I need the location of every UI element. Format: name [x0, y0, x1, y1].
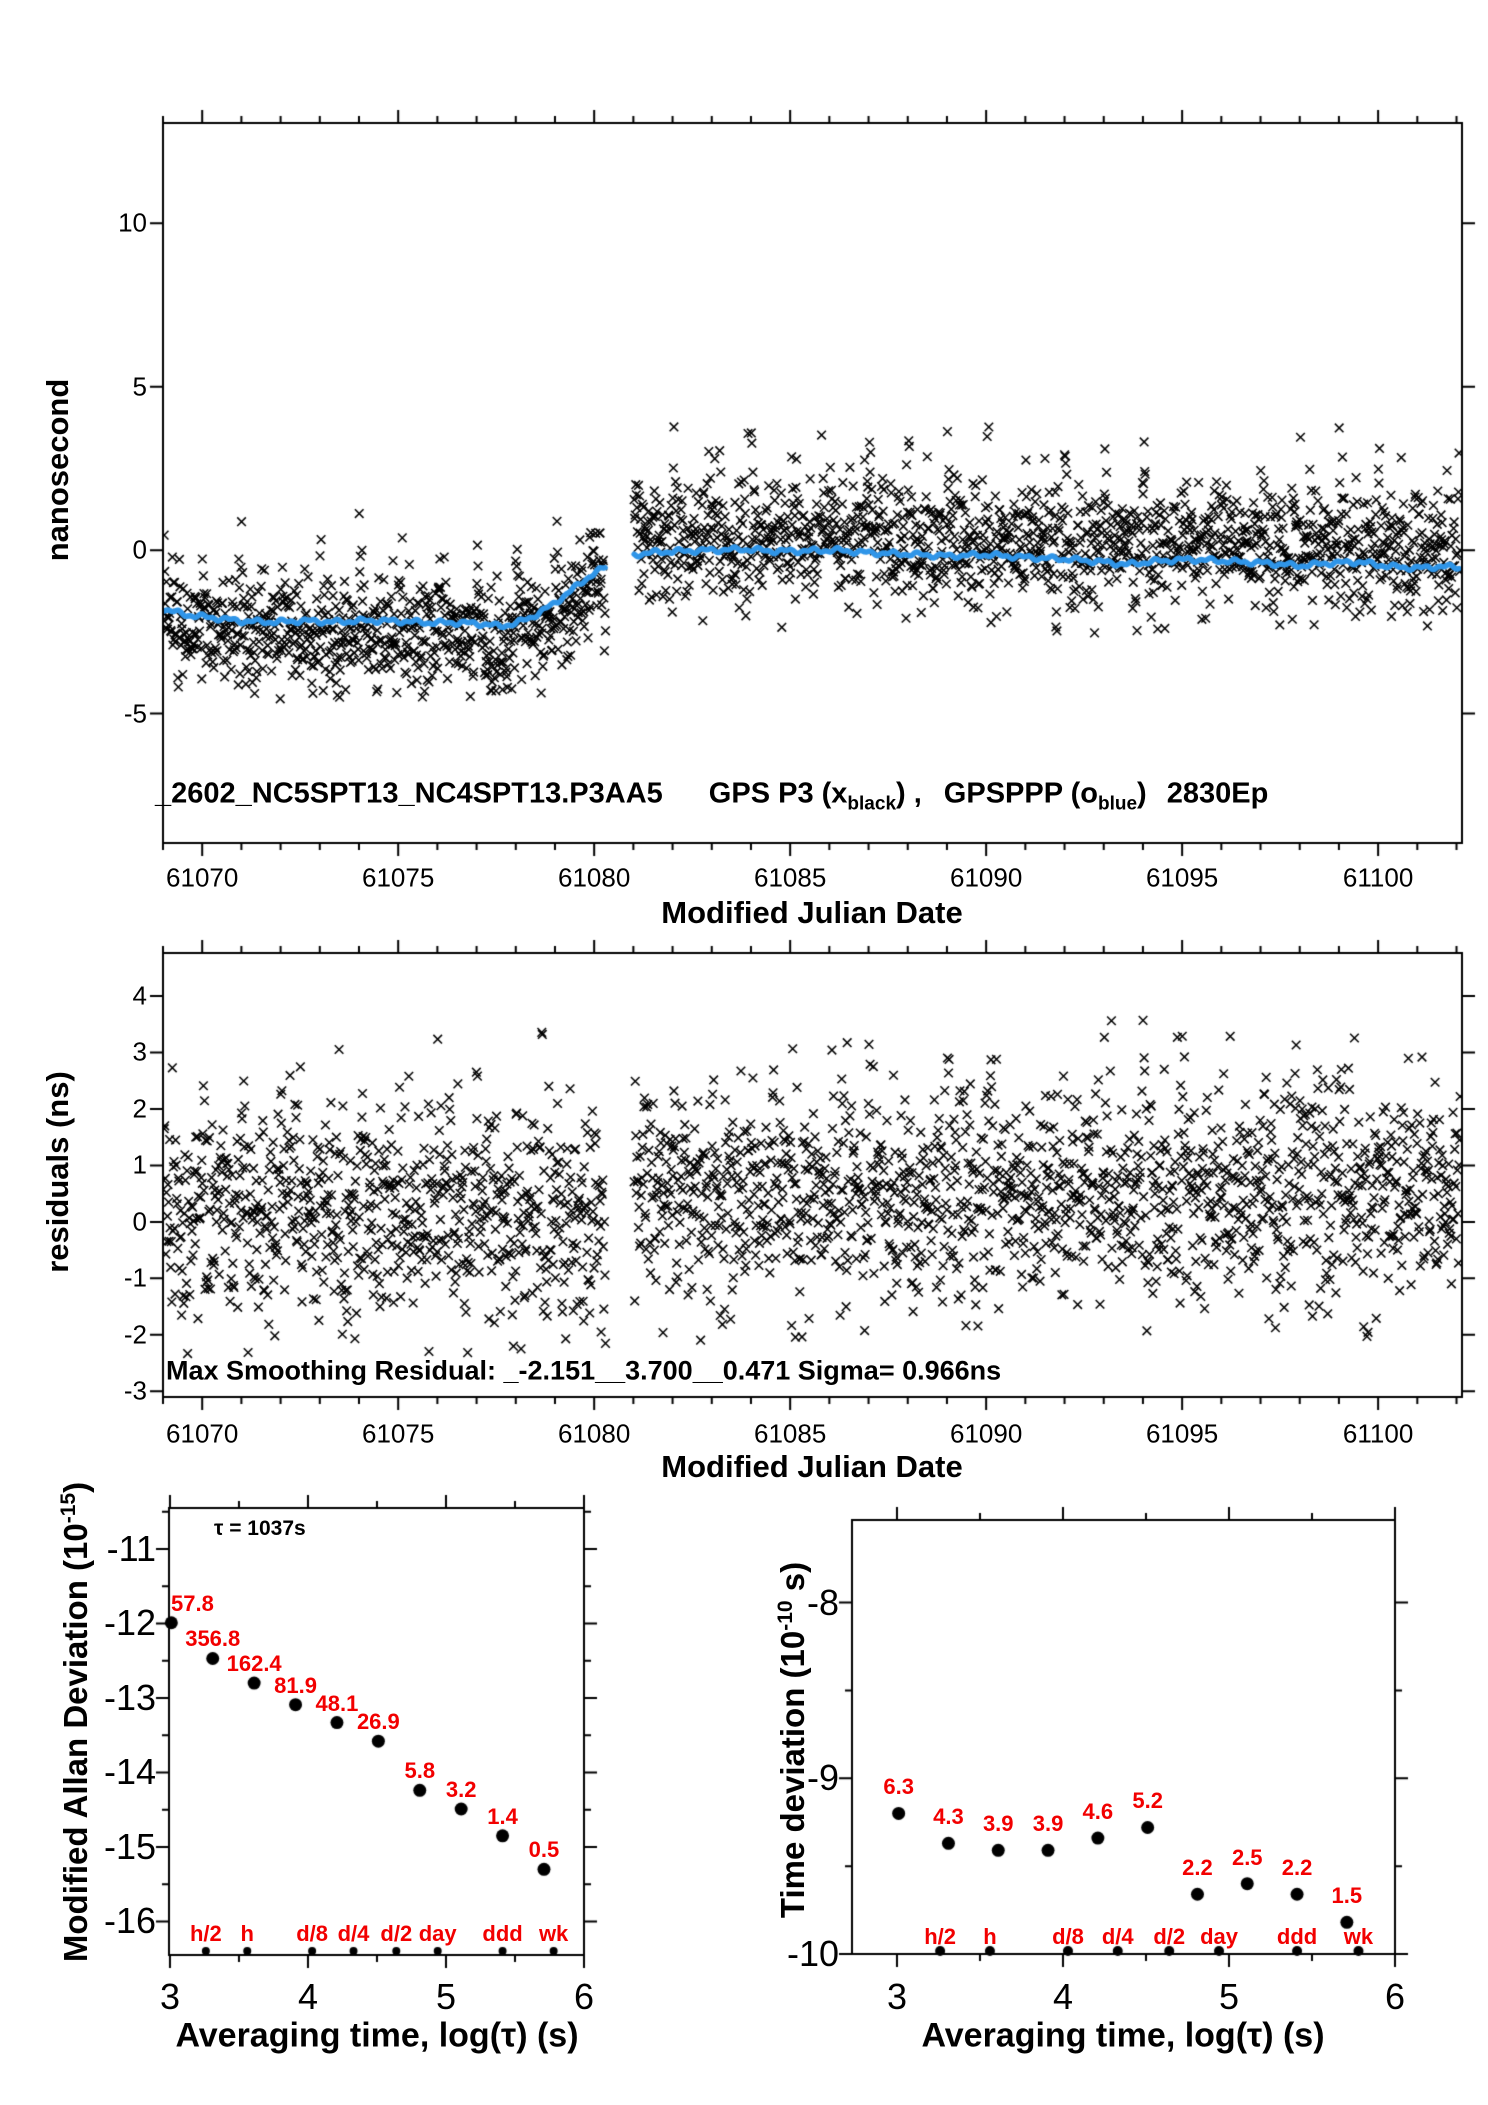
x-tick-label: 61070: [166, 1418, 239, 1449]
panel3-y-axis-title: Modified Allan Deviation $(10^{-15})$: [57, 1481, 94, 1963]
panel2-x-axis-title: Modified Julian Date: [661, 1449, 963, 1484]
tau-marker-label: h/2: [924, 1924, 957, 1949]
x-tick-label: 3: [159, 1976, 180, 2017]
y-tick-label: -5: [123, 698, 147, 729]
tau-marker-label: h/2: [189, 1921, 222, 1946]
point-value-label: 2.2: [1281, 1855, 1313, 1881]
y-tick-label: -10: [786, 1933, 839, 1974]
y-tick-label: -16: [103, 1900, 156, 1942]
y-tick-label: -14: [103, 1751, 156, 1793]
point-value-label: 0.5: [528, 1837, 560, 1863]
title-series1-sub: black: [847, 793, 897, 815]
x-tick-label: 61080: [558, 1418, 631, 1449]
title-epochs: 2830Ep: [1166, 777, 1269, 810]
y-tick-label: 0: [132, 534, 147, 565]
y-tick-label: -15: [103, 1825, 156, 1867]
point-value-label: 2.2: [1182, 1855, 1213, 1881]
point-value-label: 356.8: [185, 1626, 241, 1652]
y-tick-label: 10: [118, 207, 147, 238]
y-tick-label: -13: [103, 1676, 156, 1718]
x-tick-label: 5: [435, 1976, 456, 2017]
tau-marker-label: day: [1200, 1924, 1238, 1949]
panel1-x-axis-title: Modified Julian Date: [661, 895, 963, 930]
y-tick-label: -9: [806, 1757, 839, 1799]
y-tick-label: -12: [103, 1602, 156, 1644]
y-tick-label: -2: [123, 1319, 147, 1350]
tau-marker-label: d/2: [1153, 1924, 1186, 1949]
tau-marker-label: d/4: [1101, 1924, 1134, 1949]
x-tick-label: 61100: [1342, 1418, 1414, 1449]
tau-marker-label: wk: [1343, 1924, 1374, 1949]
x-tick-label: 6: [1384, 1976, 1406, 2017]
x-tick-label: 61090: [949, 862, 1023, 893]
x-tick-label: 61075: [362, 862, 435, 893]
tau-marker-label: d/8: [296, 1921, 329, 1946]
y-tick-label: 5: [132, 371, 147, 402]
title-series1-close: ) ,: [896, 777, 922, 810]
x-tick-label: 61095: [1145, 1418, 1219, 1449]
point-value-label: 4.3: [933, 1804, 964, 1830]
point-value-label: 162.4: [226, 1651, 282, 1677]
point-value-label: 4.6: [1082, 1799, 1114, 1825]
y-tick-label: -1: [123, 1262, 147, 1293]
y-tick-label: -11: [106, 1527, 156, 1569]
point-value-label: 3.2: [445, 1776, 477, 1802]
panel2-y-axis-title: residuals (ns): [40, 1071, 75, 1273]
point-value-label: 3.9: [1032, 1811, 1064, 1837]
title-series2: GPSPPP (o: [943, 777, 1098, 810]
y-tick-label: -3: [123, 1375, 147, 1406]
y-tick-label: 3: [132, 1036, 147, 1067]
tau-marker-label: d/8: [1052, 1924, 1084, 1949]
x-tick-label: 61100: [1342, 862, 1414, 893]
panel1-y-axis-title: nanosecond: [40, 378, 75, 562]
x-tick-label: 61085: [754, 862, 827, 893]
tau-marker-label: day: [418, 1921, 457, 1946]
x-tick-label: 61070: [166, 862, 239, 893]
tau-marker-label: h: [983, 1924, 997, 1949]
title-file-id: _2602_NC5SPT13_NC4SPT13.P3AA5: [155, 777, 663, 810]
tau-annotation: τ = 1037s: [214, 1517, 306, 1540]
x-tick-label: 61095: [1145, 862, 1219, 893]
tau-marker-label: h: [240, 1921, 254, 1946]
panel4-y-axis-title: Time deviation ($10^{-10}$ s): [774, 1561, 811, 1919]
title-series2-sub: blue: [1097, 793, 1138, 815]
x-tick-label: 4: [297, 1976, 318, 2017]
x-tick-label: 4: [1052, 1976, 1073, 2017]
point-value-label: 5.8: [404, 1758, 436, 1784]
x-tick-label: 5: [1218, 1976, 1239, 2017]
point-value-label: 26.9: [356, 1709, 400, 1735]
point-value-label: 57.8: [171, 1590, 214, 1616]
tau-marker-label: wk: [538, 1921, 569, 1946]
max-smoothing-residual-annotation: Max Smoothing Residual: _-2.151__3.700__0.471 Sigma= 0.966ns: [166, 1355, 1002, 1386]
panel1-title: [155, 777, 1269, 815]
tau-marker-label: d/2: [380, 1921, 413, 1946]
point-value-label: 6.3: [883, 1774, 914, 1800]
point-value-label: 5.2: [1132, 1788, 1163, 1814]
point-value-label: 81.9: [274, 1672, 317, 1698]
x-tick-label: 61080: [558, 862, 631, 893]
x-tick-label: 3: [886, 1976, 907, 2017]
x-tick-label: 61075: [362, 1418, 435, 1449]
panel3-x-axis-title: Averaging time, log(τ) (s): [175, 2016, 579, 2055]
title-series2-close: ): [1137, 777, 1147, 810]
x-tick-label: 61090: [949, 1418, 1023, 1449]
point-value-label: 3.9: [982, 1811, 1014, 1837]
y-tick-label: 2: [132, 1093, 147, 1124]
tau-marker-label: ddd: [1276, 1924, 1318, 1949]
tau-marker-label: d/4: [337, 1921, 370, 1946]
y-tick-label: 4: [132, 980, 147, 1011]
y-tick-label: -8: [806, 1581, 839, 1623]
y-tick-label: 1: [132, 1149, 147, 1180]
panel4-x-axis-title: Averaging time, log(τ) (s): [921, 2016, 1325, 2055]
y-tick-label: 0: [132, 1206, 147, 1237]
title-series1: GPS P3 (x: [708, 777, 848, 810]
x-tick-label: 6: [573, 1976, 595, 2017]
point-value-label: 1.5: [1331, 1883, 1363, 1909]
point-value-label: 48.1: [315, 1690, 359, 1716]
point-value-label: 2.5: [1231, 1844, 1263, 1870]
point-value-label: 1.4: [487, 1803, 518, 1829]
x-tick-label: 61085: [754, 1418, 827, 1449]
tau-marker-label: ddd: [482, 1921, 523, 1946]
